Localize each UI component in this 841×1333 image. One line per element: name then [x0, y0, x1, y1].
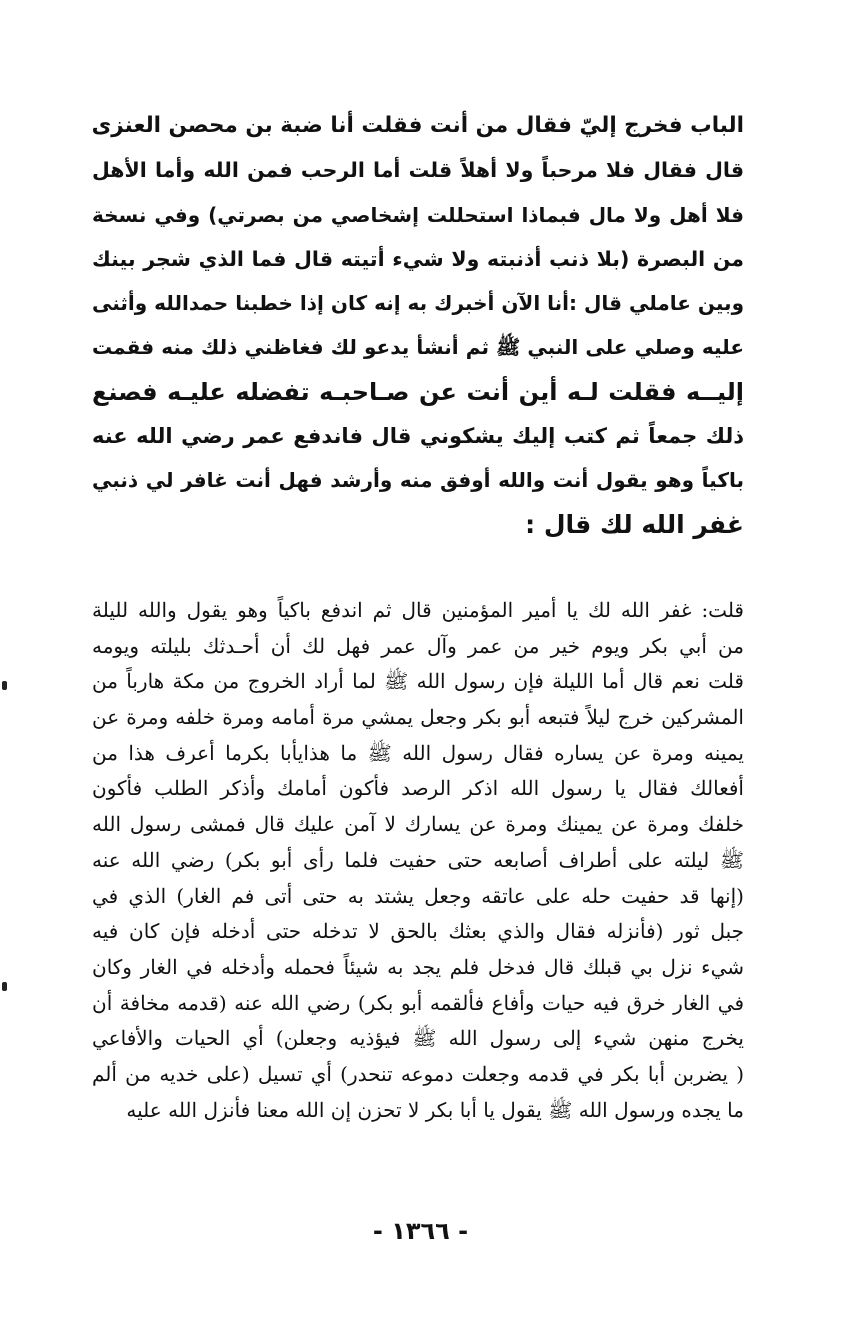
main-text-line: من البصرة (بلا ذنب أذنبته ولا شيء أتيته قال فما الذي شجر بينك: [92, 246, 744, 271]
commentary-line: يمينه ومرة عن يساره فقال رسول الله ﷺ ما هذايأبا بكرما أعرف هذا من: [92, 740, 744, 765]
main-text-line: الباب فخرج إليّ فقال من أنت فقلت أنا ضبة بن محصن العنزى: [92, 113, 744, 138]
main-text-line: ذلك جمعاً ثم كتب إليك يشكوني قال فاندفع عمر رضي الله عنه: [92, 424, 744, 449]
commentary-line: ﷺ ليلته على أطراف أصابعه حتى حفيت فلما رأى أبو بكر) رضي الله عنه: [92, 847, 744, 872]
commentary-line: يخرج منهن شيء إلى رسول الله ﷺ فيؤذيه وجعلن) أي الحيات والأفاعي: [92, 1026, 744, 1051]
commentary-line: خلفك ومرة عن يمينك ومرة عن يسارك لا آمن عليك قال فمشى رسول الله: [92, 812, 744, 837]
commentary-line: ( يضربن أبا بكر في قدمه وجعلت دموعه تنحدر) أي تسيل (على خديه من ألم: [92, 1061, 744, 1086]
commentary-line: قلت: غفر الله لك يا أمير المؤمنين قال ثم اندفع باكياً وهو يقول والله لليلة: [92, 598, 744, 622]
commentary-line: من أبي بكر ويوم خير من عمر وآل عمر فهل لك أن أحـدثك بليلته ويومه: [92, 633, 744, 658]
main-text-line: عليه وصلي على النبي ﷺ ثم أنشأ يدعو لك فغاظني ذلك منه فقمت: [92, 335, 744, 360]
main-text-line: فلا أهل ولا مال فبماذا استحللت إشخاصي من بصرتي) وفي نسخة: [92, 202, 744, 227]
commentary-line: شيء نزل بي قبلك قال فدخل فلم يجد به شيئاً فحمله وأدخله في الغار وكان: [92, 954, 744, 979]
main-text-line: باكياً وهو يقول أنت والله أوفق منه وأرشد فهل أنت غافر لي ذنبي: [92, 468, 744, 493]
main-text-line: قال فقال فلا مرحباً ولا أهلاً قلت أما الرحب فمن الله وأما الأهل: [92, 158, 744, 183]
commentary-line: (إنها قد حفيت حله على عاتقه وجعل يشتد به حتى أتى فم الغار) الذي في: [92, 883, 744, 908]
commentary-line: أفعالك فقال يا رسول الله اذكر الرصد فأكون أمامك وأذكر الطلب فأكون: [92, 776, 744, 801]
main-text-line: وبين عاملي قال :أنا الآن أخبرك به إنه كان إذا خطبنا حمدالله وأثنى: [92, 291, 744, 316]
main-text-line: إليــه فقلت لـه أين أنت عن صـاحبـه تفضله عليـه فصنع: [92, 377, 744, 406]
commentary-line: جبل ثور (فأنزله فقال والذي بعثك بالحق لا تدخله حتى أدخله فإن كان فيه: [92, 919, 744, 944]
main-text-block: [92, 104, 744, 547]
scan-margin-mark: [2, 982, 7, 991]
page-number: - ١٣٦٦ -: [372, 1217, 469, 1245]
commentary-line: في الغار خرق فيه حيات وأفاع فألقمه أبو بكر) رضي الله عنه (قدمه مخافة أن: [92, 990, 744, 1015]
commentary-line: قلت نعم قال أما الليلة فإن رسول الله ﷺ لما أراد الخروج من مكة هارباً من: [92, 669, 744, 694]
main-text-line: غفر الله لك قال :: [525, 509, 744, 539]
commentary-line: المشركين خرج ليلاً فتبعه أبو بكر وجعل يمشي مرة أمامه ومرة خلفه ومرة عن: [92, 705, 744, 730]
commentary-text-block: [92, 593, 744, 1128]
scan-margin-mark: [2, 681, 7, 690]
commentary-line: ما يجده ورسول الله ﷺ يقول يا أبا بكر لا تحزن إن الله معنا فأنزل الله عليه: [126, 1097, 744, 1122]
